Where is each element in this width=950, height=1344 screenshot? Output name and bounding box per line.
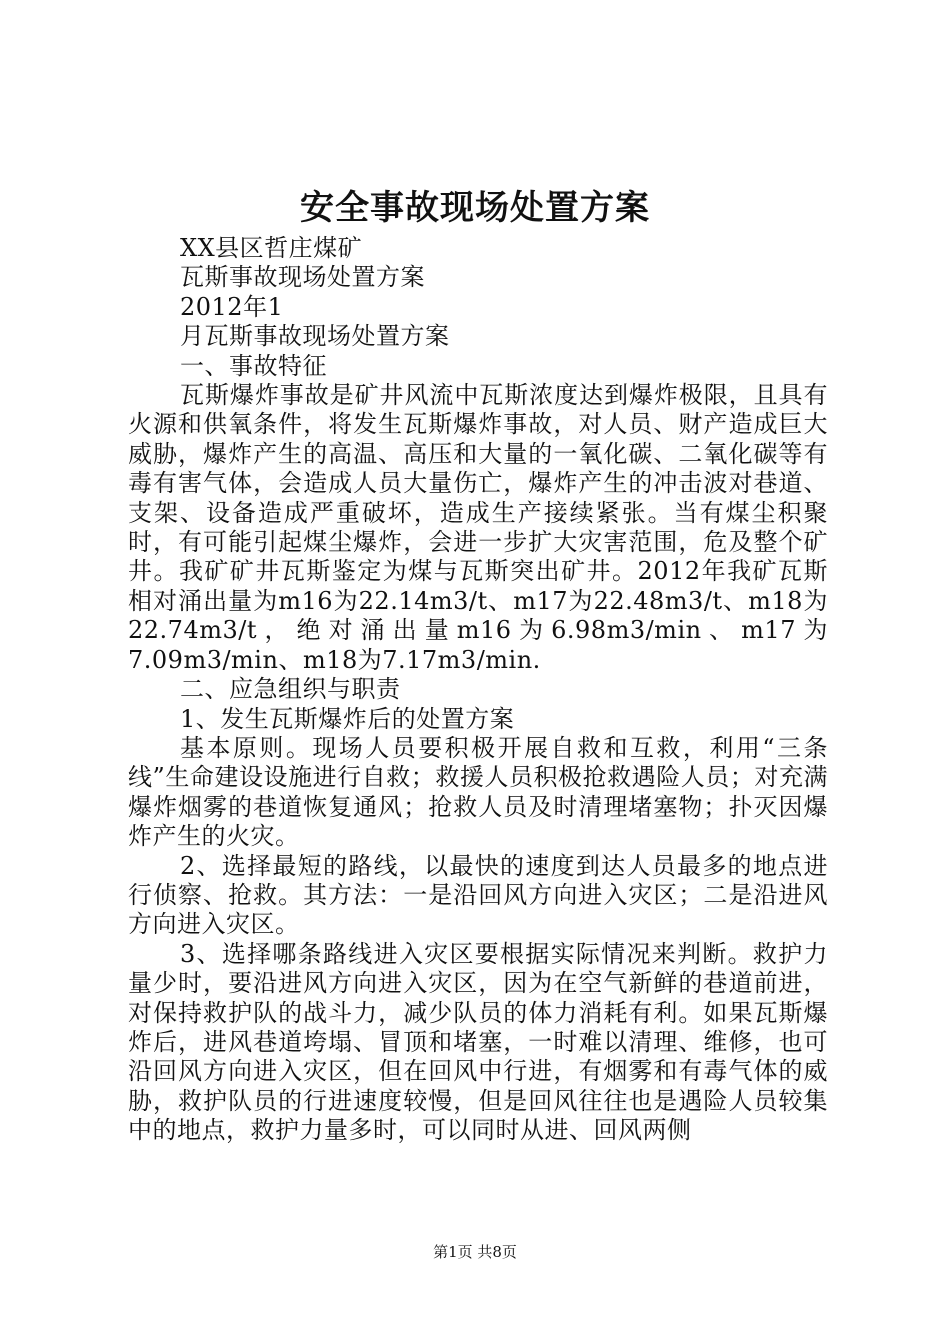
document-body: [128, 234, 828, 1146]
paragraph-mine-name: XX县区哲庄煤矿: [180, 234, 363, 262]
paragraph-item-3: 3、选择哪条路线进入灾区要根据实际情况来判断。救护力量少时，要沿进风方向进入灾区，因为在空气新鲜的巷道前进，对保持救护队的战斗力，减少队员的体力消耗有利。如果瓦斯爆炸后，进风巷道垮塌、冒顶和堵塞，一时难以清理、维修，也可沿回风方向进入灾区，但在回风中行进，有烟雾和有毒气体的威胁，救护队员的行进速度较慢，但是回风往往也是遇险人员较集中的地点，救护力量多时，可以同时从进、回风两侧: [128, 939, 828, 1145]
paragraph-item-2: 2、选择最短的路线，以最快的速度到达人员最多的地点进行侦察、抢救。其方法：一是沿回风方向进入灾区；二是沿进风方向进入灾区。: [128, 851, 828, 939]
paragraph-plan-name: 瓦斯事故现场处置方案: [180, 263, 425, 292]
paragraph-date: 2012年1: [180, 292, 284, 321]
subsection-heading-1: 1、发生瓦斯爆炸后的处置方案: [180, 704, 515, 733]
document-title: 安全事故现场处置方案: [300, 188, 650, 228]
paragraph-accident-features: 瓦斯爆炸事故是矿井风流中瓦斯浓度达到爆炸极限，且具有火源和供氧条件，将发生瓦斯爆炸事故，对人员、财产造成巨大威胁，爆炸产生的高温、高压和大量的一氧化碳、二氧化碳等有毒有害气体，会造成人员大量伤亡，爆炸产生的冲击波对巷道、支架、设备造成严重破坏，造成生产接续紧张。当有煤尘积聚时，有可能引起煤尘爆炸，会进一步扩大灾害范围，危及整个矿井。我矿矿井瓦斯鉴定为煤与瓦斯突出矿井。2012年我矿瓦斯相对涌出量为m16为22.14m3/t、m17为22.48m3/t、m18为22.74m3/t，绝对涌出量m16为6.98m3/min、m17为7.09m3/min、m18为7.17m3/min.: [128, 381, 828, 674]
page-footer: 第1页 共8页: [433, 1243, 517, 1261]
section-heading-1: 一、事故特征: [180, 351, 327, 380]
paragraph-basic-principle: 基本原则。现场人员要积极开展自救和互救，利用“三条线”生命建设设施进行自救；救援人员积极抢救遇险人员；对充满爆炸烟雾的巷道恢复通风；抢救人员及时清理堵塞物；扑灭因爆炸产生的火灾。: [128, 733, 828, 851]
paragraph-subtitle: 月瓦斯事故现场处置方案: [180, 322, 450, 351]
section-heading-2: 二、应急组织与职责: [180, 675, 401, 704]
